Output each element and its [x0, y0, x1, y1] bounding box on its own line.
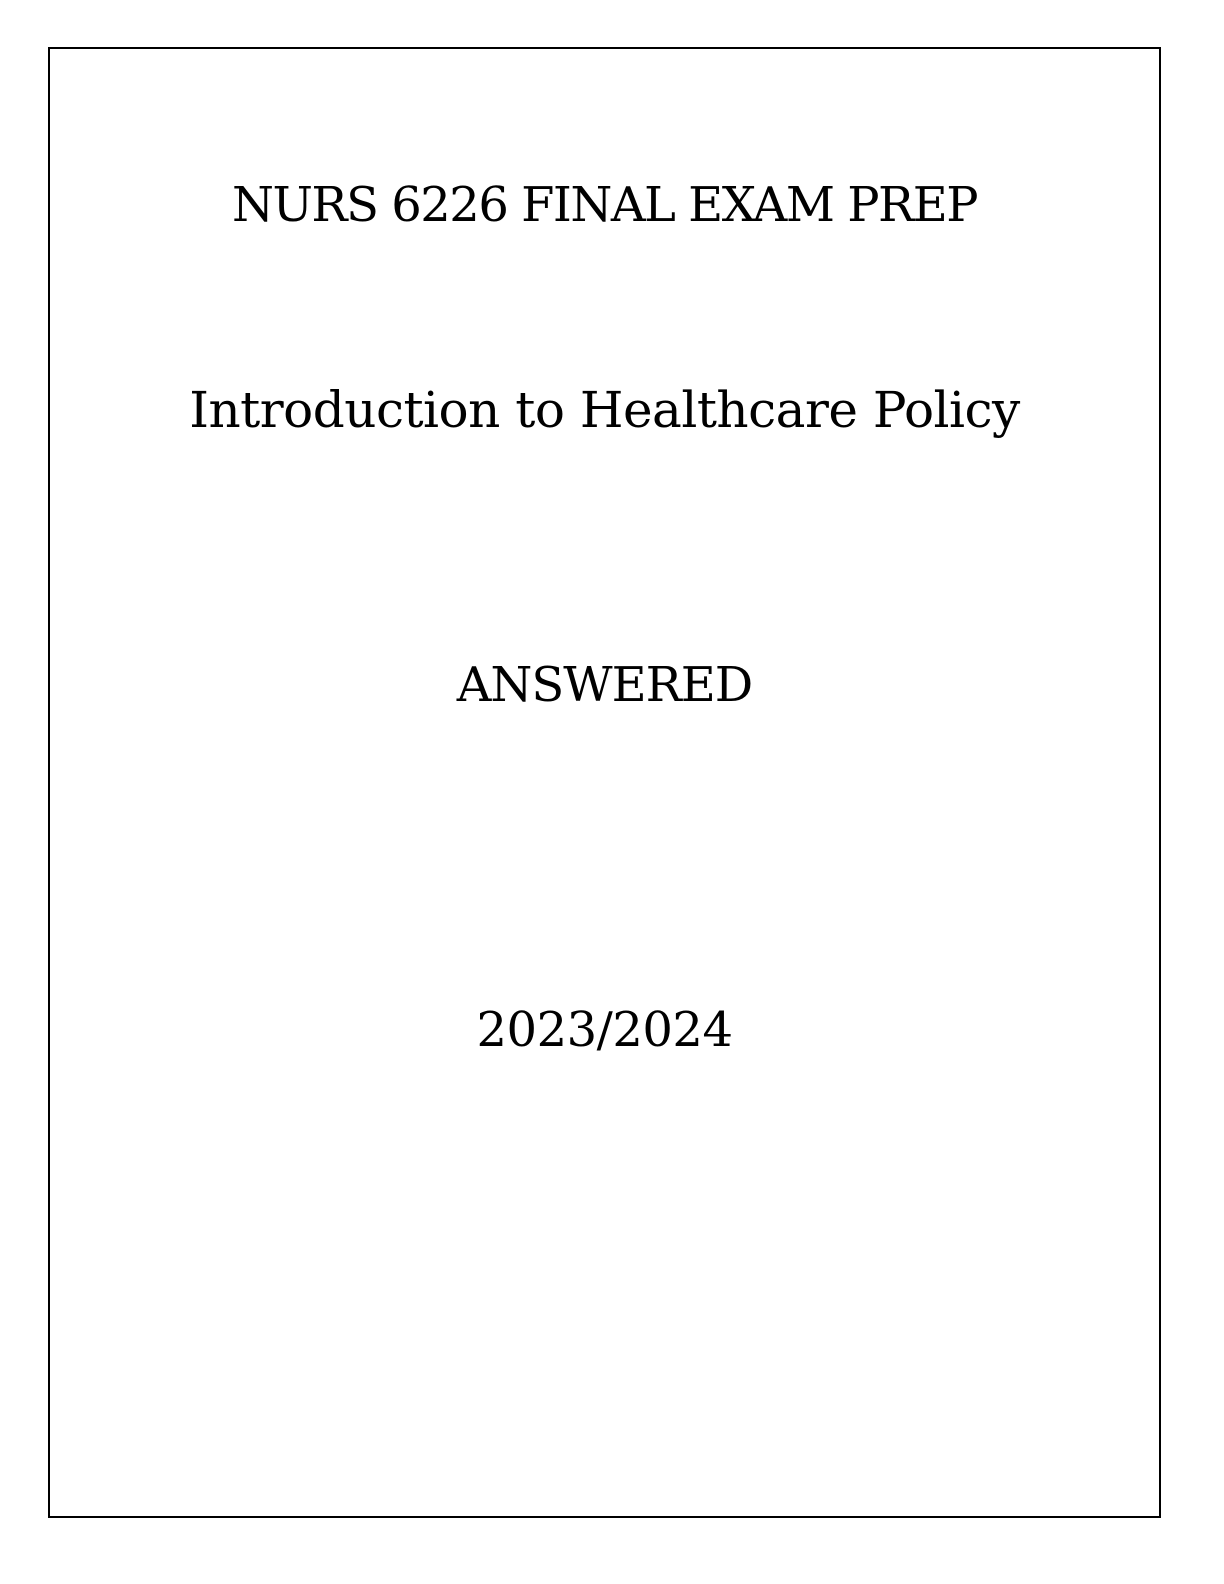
academic-year: 2023/2024	[476, 1002, 733, 1058]
subtitle: Introduction to Healthcare Policy	[189, 381, 1020, 439]
course-title: NURS 6226 FINAL EXAM PREP	[231, 177, 978, 233]
page-border	[48, 47, 1161, 1518]
status-label: ANSWERED	[456, 657, 753, 713]
